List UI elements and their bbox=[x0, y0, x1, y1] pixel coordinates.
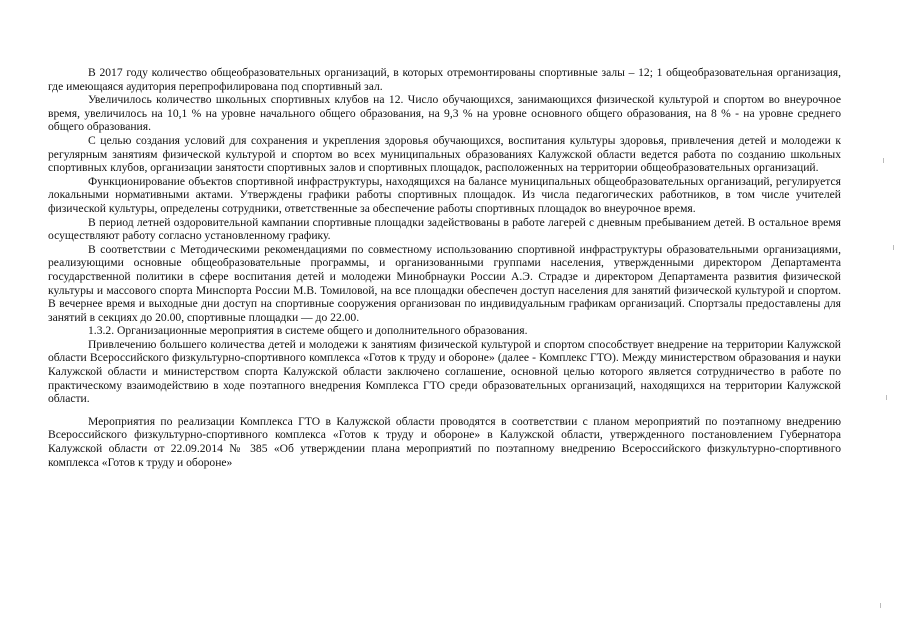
paragraph-health-conditions: С целью создания условий для сохранения и укрепления здоровья обучающихся, воспитания культуры здоровья, привлечения детей и молодежи к регулярным занятиям физической культурой и спортом во всех муниципальных образованиях Калужской области ведется работа по созданию школьных спортивных клубов, организации занятости спортивных залов и спортивных площадок, расположенных на территории общеобразовательных организаций. bbox=[48, 133, 841, 175]
scan-speck bbox=[880, 603, 881, 608]
paragraph-renovated-gyms: В 2017 году количество общеобразовательных организаций, в которых отремонтированы спортивные залы – 12; 1 общеобразовательная организация, где имеющаяся аудитория перепрофилирована под спортивный зал. bbox=[48, 66, 841, 93]
paragraph-sport-infrastructure: Функционирование объектов спортивной инфраструктуры, находящихся на балансе муниципальных общеобразовательных организаций, регулируется локальными нормативными актами. Утверждены графики работы спортивных площадок. Из числа педагогических работников, в том числе учителей физической культуры, определены сотрудники, ответственные за обеспечение работы спортивных площадок во внеурочное время. bbox=[48, 174, 841, 215]
section-heading-1-3-2: 1.3.2. Организационные мероприятия в системе общего и дополнительного образования. bbox=[88, 324, 528, 338]
paragraph-methodological-recommendations: В соответствии с Методическими рекомендациями по совместному использованию спортивной инфраструктуры образовательными организациями, реализующими основные общеобразовательные программы, и организованными группами населения, утвержденными директором Департамента государственной политики в сфере воспитания детей и молодежи Минобрнауки России А.Э. Страдзе и директором Департамента развития физической культуры и массового спорта Минспорта России М.В. Томиловой, на все площадки обеспечен доступ населения для занятий физической культурой и спортом. В вечернее время и выходные дни доступ на спортивные сооружения организован по индивидуальным графикам организаций. Спортзалы предоставлены для занятий в секциях до 20.00, спортивные площадки — до 22.00. bbox=[48, 242, 841, 324]
scan-speck bbox=[893, 245, 894, 250]
paragraph-gto-complex: Привлечению большего количества детей и молодежи к занятиям физической культурой и спортом способствует внедрение на территории Калужской области Всероссийского физкультурно-спортивного комплекса «Готов к труду и обороне» (далее - Комплекс ГТО). Между министерством образования и науки Калужской области и министерством спорта Калужской области заключено соглашение, основной целью которого является сотрудничество в работе по практическому взаимодействию в ходе поэтапного внедрения Комплекса ГТО среди образовательных организаций, находящихся на территории Калужской области. bbox=[48, 337, 841, 406]
scan-speck bbox=[883, 158, 884, 163]
paragraph-school-sport-clubs: Увеличилось количество школьных спортивных клубов на 12. Число обучающихся, занимающихся физической культурой и спортом во внеурочное время, увеличилось на 10,1 % на уровне начального общего образования, на 9,3 % на уровне основного общего образования, на 8 % - на уровне среднего общего образования. bbox=[48, 93, 841, 134]
scan-speck bbox=[886, 395, 887, 400]
paragraph-gto-measures: Мероприятия по реализации Комплекса ГТО в Калужской области проводятся в соответствии с планом мероприятий по поэтапному внедрению Всероссийского физкультурно-спортивного комплекса «Готов к труду и обороне» в Калужской области, утвержденного постановлением Губернатора Калужской области от 22.09.2014 № 385 «Об утверждении плана мероприятий по поэтапному внедрению Всероссийского физкультурно-спортивного комплекса «Готов к труду и обороне» bbox=[48, 414, 841, 469]
paragraph-summer-campaign: В период летней оздоровительной кампании спортивные площадки задействованы в работе лагерей с дневным пребыванием детей. В остальное время осуществляют работу согласно установленному графику. bbox=[48, 215, 841, 243]
document-body bbox=[48, 66, 841, 469]
